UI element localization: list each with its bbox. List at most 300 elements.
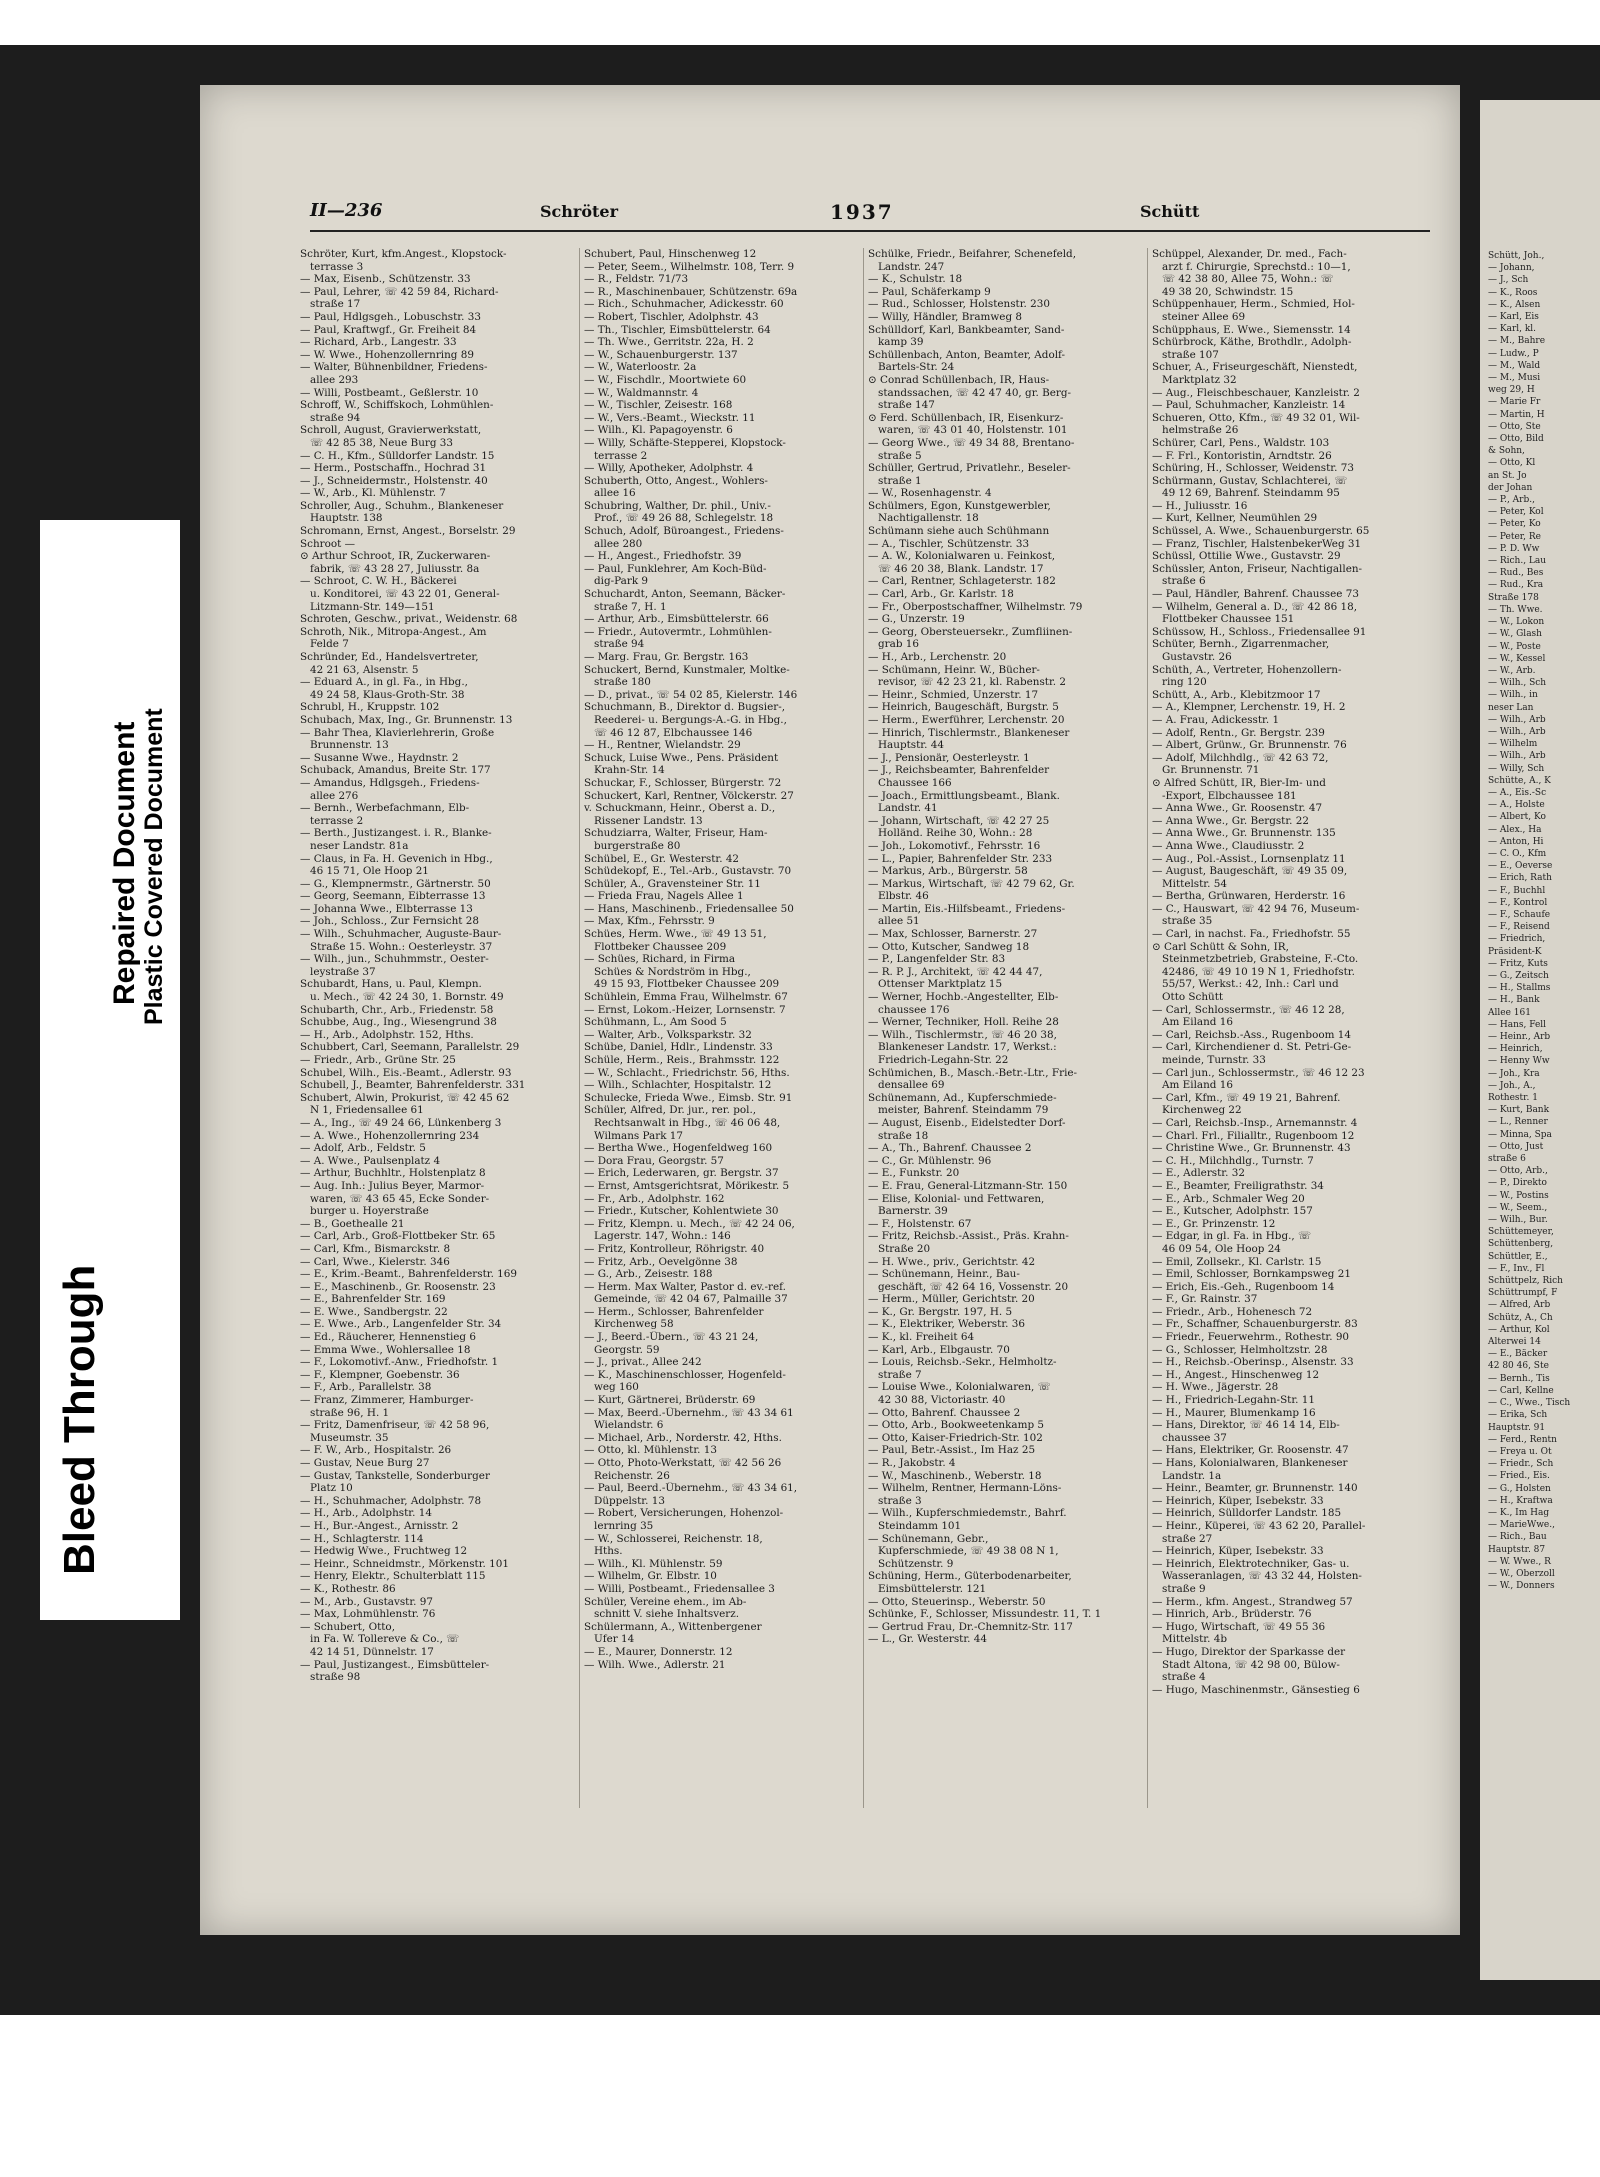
directory-entry: — F. Frl., Kontoristin, Arndtstr. 26 [1152, 449, 1332, 462]
directory-entry: — W., Schlosserei, Reichenstr. 18, [584, 1532, 763, 1545]
directory-entry: — J., Beerd.-Übern., ☏ 43 21 24, [584, 1331, 759, 1344]
directory-entry: — Robert, Tischler, Adolphstr. 43 [584, 310, 759, 323]
directory-entry: — Anna Wwe., Claudiusstr. 2 [1152, 839, 1305, 852]
directory-entry: straße 3 [878, 1494, 922, 1507]
directory-entry: terrasse 2 [310, 814, 364, 827]
directory-entry: — E. Frau, General-Litzmann-Str. 150 [868, 1179, 1068, 1192]
adjacent-page-line: — F., Kontrol [1488, 897, 1548, 908]
directory-entry: — Hinrich, Arb., Brüderstr. 76 [1152, 1608, 1312, 1621]
directory-entry: Chaussee 166 [878, 776, 952, 789]
adjacent-page-line: — Kurt, Bank [1488, 1105, 1550, 1116]
adjacent-page-line: — F., Inv., Fl [1488, 1263, 1545, 1274]
directory-entry: — F., Lokomotivf.-Anw., Friedhofstr. 1 [300, 1356, 499, 1369]
directory-entry: — G., Schlosser, Helmholtzstr. 28 [1152, 1343, 1328, 1356]
directory-entry: — Erich, Eis.-Geh., Rugenboom 14 [1152, 1280, 1335, 1293]
directory-entry: Schülmers, Egon, Kunstgewerbler, [868, 499, 1051, 512]
page-header [310, 200, 1430, 230]
directory-entry: Schüth, A., Vertreter, Hohenzollern- [1152, 663, 1342, 676]
directory-entry: Marktplatz 32 [1162, 373, 1237, 386]
directory-entry: — Ernst, Lokom.-Heizer, Lornsenstr. 7 [584, 1003, 786, 1016]
directory-entry: Schües & Nordström in Hbg., [594, 965, 751, 978]
directory-entry: ☏ 46 20 38, Blank. Landstr. 17 [878, 562, 1044, 575]
directory-entry: 42 14 51, Dünnelstr. 17 [310, 1645, 434, 1658]
directory-entry: — Werner, Techniker, Holl. Reihe 28 [868, 1016, 1059, 1029]
directory-entry: — Hans, Elektriker, Gr. Roosenstr. 47 [1152, 1444, 1349, 1457]
directory-entry: — Fritz, Kontrolleur, Röhrigstr. 40 [584, 1242, 765, 1255]
directory-entry: Brunnenstr. 13 [310, 739, 389, 752]
directory-entry: Schüller, Gertrud, Privatlehr., Beseler- [868, 462, 1071, 475]
directory-entry: Am Eiland 16 [1162, 1016, 1233, 1029]
directory-entry: Schromann, Ernst, Angest., Borselstr. 29 [300, 525, 516, 538]
directory-entry: — Carl, Arb., Gr. Karlstr. 18 [868, 588, 1014, 601]
directory-entry: — K., Elektriker, Weberstr. 36 [868, 1318, 1025, 1331]
adjacent-page-line: — W., Kessel [1488, 653, 1546, 664]
directory-entry: Schröter, Kurt, kfm.Angest., Klopstock- [300, 248, 507, 260]
adjacent-page-line: der Johan [1488, 482, 1533, 493]
adjacent-page-line: — Minna, Spa [1488, 1129, 1552, 1140]
adjacent-page-line: — F., Buchhl [1488, 885, 1546, 896]
directory-entry: Schuckert, Karl, Rentner, Völckerstr. 27 [584, 789, 794, 802]
directory-entry: Schümann siehe auch Schühmann [868, 525, 1050, 538]
column-2 [579, 248, 857, 1808]
directory-entry: — Hugo, Direktor der Sparkasse der [1152, 1645, 1346, 1658]
directory-entry: — W., Tischler, Zeisestr. 168 [584, 399, 733, 412]
directory-entry: — Otto, kl. Mühlenstr. 13 [584, 1444, 717, 1457]
directory-entry: Schüssl, Ottilie Wwe., Gustavstr. 29 [1152, 550, 1341, 563]
directory-entry: Schüpphaus, E. Wwe., Siemensstr. 14 [1152, 323, 1351, 336]
directory-entry: straße 35 [1162, 915, 1213, 928]
directory-entry: Am Eiland 16 [1162, 1079, 1233, 1092]
directory-entry: 49 38 20, Schwindstr. 15 [1162, 285, 1294, 298]
directory-entry: Kirchenweg 58 [594, 1318, 674, 1331]
adjacent-page-line: — F., Schaufe [1488, 909, 1551, 920]
directory-entry: — Schües, Richard, in Firma [584, 953, 736, 966]
directory-entry: Lagerstr. 147, Wohn.: 146 [594, 1230, 731, 1243]
directory-entry: — Peter, Seem., Wilhelmstr. 108, Terr. 9 [584, 260, 795, 273]
directory-entry: Rissener Landstr. 13 [594, 814, 703, 827]
directory-entry: Schubardt, Hans, u. Paul, Klempn. [300, 978, 482, 991]
directory-entry: — Max, Schlosser, Barnerstr. 27 [868, 928, 1038, 941]
directory-entry: — Otto, Arb., Bookweetenkamp 5 [868, 1419, 1045, 1432]
directory-entry: Schüdekopf, E., Tel.-Arb., Gustavstr. 70 [584, 865, 792, 878]
adjacent-page-line: Schüttpelz, Rich [1488, 1276, 1563, 1287]
adjacent-page-line: — Erich, Rath [1488, 873, 1552, 884]
adjacent-page-line: Allee 161 [1488, 1007, 1531, 1018]
directory-entry: — Kurt, Gärtnerei, Brüderstr. 69 [584, 1394, 756, 1407]
directory-entry: Schürer, Carl, Pens., Waldstr. 103 [1152, 436, 1330, 449]
directory-entry: Schües, Herm. Wwe., ☏ 49 13 51, [584, 928, 767, 941]
directory-entry: 42486, ☏ 49 10 19 N 1, Friedhofstr. [1162, 965, 1355, 978]
directory-entry: — J., Schneidermstr., Holstenstr. 40 [300, 474, 488, 487]
adjacent-page-line: — W., Poste [1488, 641, 1541, 652]
directory-entry: — Franz, Tischler, HalstenbekerWeg 31 [1152, 537, 1362, 550]
directory-entry: geschäft, ☏ 42 64 16, Vossenstr. 20 [878, 1280, 1069, 1293]
directory-entry: — Markus, Wirtschaft, ☏ 42 79 62, Gr. [868, 877, 1075, 890]
directory-entry: leystraße 37 [310, 965, 376, 978]
directory-entry: — E., Maurer, Donnerstr. 12 [584, 1645, 733, 1658]
directory-entry: — Edgar, in gl. Fa. in Hbg., ☏ [1152, 1230, 1311, 1243]
directory-entry: Flottbeker Chaussee 151 [1162, 613, 1295, 626]
directory-entry: Gustavstr. 26 [1162, 651, 1232, 663]
directory-entry: Gr. Brunnenstr. 71 [1162, 764, 1260, 777]
adjacent-page-line: Rothestr. 1 [1488, 1093, 1538, 1104]
adjacent-page-line: — Karl, kl. [1488, 324, 1537, 335]
directory-entry: — Franz, Zimmerer, Hamburger- [300, 1394, 474, 1407]
adjacent-page-line: — F., Reisend [1488, 922, 1550, 933]
adjacent-page-line: — Henny Ww [1488, 1056, 1550, 1067]
directory-entry: Schüppel, Alexander, Dr. med., Fach- [1152, 248, 1347, 260]
adjacent-page-line: — Bernh., Tis [1488, 1373, 1550, 1384]
directory-entry: — Berth., Justizangest. i. R., Blanke- [300, 827, 492, 840]
directory-entry: — Hugo, Wirtschaft, ☏ 49 55 36 [1152, 1620, 1326, 1633]
directory-entry: — Henry, Elektr., Schulterblatt 115 [300, 1570, 486, 1583]
directory-entry: — Albert, Grünw., Gr. Brunnenstr. 76 [1152, 739, 1347, 752]
directory-entry: Schüssow, H., Schloss., Friedensallee 91 [1152, 625, 1367, 638]
adjacent-page-line: Schüttrumpf, F [1488, 1288, 1558, 1299]
directory-entry: — Friedr., Kutscher, Kohlentwiete 30 [584, 1205, 779, 1218]
adjacent-page-line: — Johann, [1488, 263, 1535, 274]
directory-entry: ring 120 [1162, 676, 1207, 689]
adjacent-page-line: — G., Zeitsch [1488, 970, 1549, 981]
directory-entry: — Schubert, Otto, [300, 1620, 395, 1633]
directory-entry: Schudziarra, Walter, Friseur, Ham- [584, 827, 768, 840]
directory-entry: Museumstr. 35 [310, 1431, 389, 1444]
directory-entry: — K., Maschinenschlosser, Hogenfeld- [584, 1368, 786, 1381]
directory-entry: — Wilh. Wwe., Adlerstr. 21 [584, 1658, 726, 1671]
directory-entry: 49 12 69, Bahrenf. Steindamm 95 [1162, 487, 1340, 500]
directory-entry: — F., Holstenstr. 67 [868, 1217, 972, 1230]
directory-entry: Schülermann, A., Wittenbergener [584, 1620, 762, 1633]
adjacent-page-line: — P. D. Ww [1488, 543, 1540, 554]
adjacent-page-line: — Martin, H [1488, 409, 1545, 420]
directory-entry: straße 94 [594, 638, 645, 651]
directory-entry: — Ernst, Amtsgerichtsrat, Mörikestr. 5 [584, 1179, 790, 1192]
adjacent-page-line: — G., Holsten [1488, 1483, 1551, 1494]
directory-entry: Schüler, Alfred, Dr. jur., rer. pol., [584, 1104, 757, 1117]
adjacent-page-line: — H., Stallms [1488, 983, 1551, 994]
directory-entry: — B., Goethealle 21 [300, 1217, 405, 1230]
adjacent-page-line: — Heinr., Arb [1488, 1032, 1551, 1042]
directory-entry: — Hans, Kolonialwaren, Blankeneser [1152, 1457, 1348, 1469]
directory-entry: — E., Beamter, Freiligrathstr. 34 [1152, 1179, 1324, 1192]
directory-entry: Kupferschmiede, ☏ 49 38 08 N 1, [878, 1545, 1059, 1558]
directory-entry: lernring 35 [594, 1519, 654, 1532]
directory-entry: — Karl, Arb., Elbgaustr. 70 [868, 1343, 1010, 1356]
directory-entry: — Carl jun., Schlossermstr., ☏ 46 12 23 [1152, 1066, 1365, 1079]
directory-entry: Schueren, Otto, Kfm., ☏ 49 32 01, Wil- [1152, 411, 1360, 424]
directory-entry: — W. Wwe., Hohenzollernring 89 [300, 348, 474, 361]
directory-entry: Düppelstr. 13 [594, 1494, 665, 1507]
directory-entry: — Adolf, Milchhdlg., ☏ 42 63 72, [1152, 751, 1329, 764]
adjacent-page-line: Alterwei 14 [1488, 1337, 1541, 1348]
directory-entry: Wielandstr. 6 [594, 1419, 664, 1432]
directory-entry: u. Mech., ☏ 42 24 30, 1. Bornstr. 49 [310, 991, 504, 1004]
directory-entry: — Fr., Oberpostschaffner, Wilhelmstr. 79 [868, 600, 1083, 613]
directory-entry: Schubert, Alwin, Prokurist, ☏ 42 45 62 [300, 1091, 510, 1104]
adjacent-page-line: — Peter, Kol [1488, 507, 1544, 518]
directory-entry: — Fritz, Damenfriseur, ☏ 42 58 96, [300, 1419, 490, 1432]
directory-entry: — E., Maschinenb., Gr. Roosenstr. 23 [300, 1280, 496, 1293]
adjacent-page-line: — Karl, Eis [1488, 312, 1539, 323]
adjacent-page-line: — E., Oeverse [1488, 861, 1553, 872]
directory-entry: — Richard, Arb., Langestr. 33 [300, 336, 457, 349]
adjacent-page-line: an St. Jo [1488, 470, 1527, 481]
directory-entry: — Heinr., Küperei, ☏ 43 62 20, Parallel- [1152, 1519, 1366, 1532]
directory-entry: — Otto, Kaiser-Friedrich-Str. 102 [868, 1431, 1043, 1444]
adjacent-page-line: — Wilh., Sch [1488, 678, 1547, 689]
adjacent-page-line: — Rich., Bau [1488, 1532, 1547, 1543]
directory-entry: Reederei- u. Bergungs-A.-G. in Hbg., [594, 713, 787, 726]
adjacent-page-line: — Wilh., Bur. [1488, 1215, 1548, 1226]
adjacent-page-line: — Heinrich, [1488, 1044, 1543, 1055]
adjacent-page-line: — Ludw., P [1488, 348, 1539, 359]
directory-entry: — Schünemann, Heinr., Bau- [868, 1268, 1020, 1281]
directory-entry: — Aug. Inh.: Julius Beyer, Marmor- [300, 1179, 485, 1192]
directory-entry: — M., Arb., Gustavstr. 97 [300, 1595, 433, 1608]
directory-entry: — Charl. Frl., Filialltr., Rugenboom 12 [1152, 1129, 1355, 1142]
directory-entry: chaussee 176 [878, 1003, 950, 1016]
directory-entry: straße 5 [878, 449, 922, 462]
directory-entry: — H., Angest., Friedhofstr. 39 [584, 550, 742, 563]
directory-entry: burger u. Hoyerstraße [310, 1205, 429, 1218]
directory-entry: straße 6 [1162, 575, 1206, 588]
directory-entry: — Adolf, Rentn., Gr. Bergstr. 239 [1152, 726, 1325, 739]
directory-entry: Eimsbüttelerstr. 121 [878, 1582, 987, 1595]
directory-entry: Mittelstr. 4b [1162, 1633, 1227, 1646]
directory-entry: — Paul, Kraftwgf., Gr. Freiheit 84 [300, 323, 477, 336]
directory-entry: Schuchardt, Anton, Seemann, Bäcker- [584, 588, 786, 601]
directory-entry: burgerstraße 80 [594, 839, 681, 852]
directory-entry: — Eduard A., in gl. Fa., in Hbg., [300, 676, 468, 689]
adjacent-page-line: — Erika, Sch [1488, 1410, 1548, 1421]
directory-entry: — Wilh., Kupferschmiedemstr., Bahrf. [868, 1507, 1067, 1520]
directory-entry: — Carl, Rentner, Schlageterstr. 182 [868, 575, 1056, 588]
directory-entry: Schroth, Nik., Mitropa-Angest., Am [300, 625, 487, 638]
adjacent-page-line: Schütte, A., K [1488, 775, 1551, 786]
directory-entry: — R., Maschinenbauer, Schützenstr. 69a [584, 285, 798, 298]
directory-entry: Blankeneser Landstr. 17, Werkst.: [878, 1041, 1057, 1054]
adjacent-page [1480, 100, 1600, 1980]
directory-entry: — H., Friedrich-Legahn-Str. 11 [1152, 1394, 1316, 1407]
directory-entry: Schüssel, A. Wwe., Schauenburgerstr. 65 [1152, 525, 1370, 538]
directory-entry: Schuback, Amandus, Breite Str. 177 [300, 764, 491, 777]
directory-entry: Schuer, A., Friseurgeschäft, Nienstedt, [1152, 361, 1358, 374]
adjacent-page-line: — Fried., Eis. [1488, 1471, 1550, 1482]
adjacent-page-line: — M., Wald [1488, 360, 1541, 371]
directory-entry: Schüning, Herm., Güterbodenarbeiter, [868, 1570, 1072, 1583]
directory-entry: — Max, Beerd.-Übernehm., ☏ 43 34 61 [584, 1406, 794, 1419]
directory-entry: Prof., ☏ 49 26 88, Schlegelstr. 18 [594, 512, 774, 525]
column-3 [863, 248, 1141, 1808]
directory-entry: Schulecke, Frieda Wwe., Eimsb. Str. 91 [584, 1091, 793, 1104]
adjacent-page-line: — H., Bank [1488, 995, 1540, 1006]
adjacent-page-line: — K., Alsen [1488, 299, 1541, 310]
directory-entry: — Otto, Photo-Werkstatt, ☏ 42 56 26 [584, 1457, 782, 1469]
adjacent-page-line: straße 6 [1488, 1154, 1526, 1165]
directory-entry: — Paul, Beerd.-Übernehm., ☏ 43 34 61, [584, 1482, 798, 1495]
directory-entry: — H., Bur.-Angest., Arnisstr. 2 [300, 1519, 459, 1532]
directory-entry: chaussee 37 [1162, 1431, 1227, 1444]
adjacent-page-line: — Rud., Bes [1488, 568, 1544, 579]
directory-entry: — Wilhelm, General a. D., ☏ 42 86 18, [1152, 600, 1358, 613]
adjacent-page-line: — L., Renner [1488, 1117, 1548, 1128]
adjacent-page-line: — J., Sch [1488, 275, 1529, 286]
directory-entry: — F., Arb., Parallelstr. 38 [300, 1381, 432, 1394]
directory-entry: Schuckert, Bernd, Kunstmaler, Moltke- [584, 663, 790, 676]
directory-entry: — H., Maurer, Blumenkamp 16 [1152, 1406, 1316, 1419]
directory-entry: Schümichen, B., Masch.-Betr.-Ltr., Frie- [868, 1066, 1078, 1079]
directory-entry: Felde 7 [310, 638, 349, 651]
directory-entry: — Fritz, Reichsb.-Assist., Präs. Krahn- [868, 1230, 1069, 1243]
directory-entry: Mittelstr. 54 [1162, 877, 1227, 890]
directory-entry: 49 15 93, Flottbeker Chaussee 209 [594, 978, 780, 991]
directory-entry: — R., Feldstr. 71/73 [584, 273, 689, 286]
header-rule [310, 230, 1430, 232]
directory-entry: — G., Klempnermstr., Gärtnerstr. 50 [300, 877, 491, 890]
directory-entry: Landstr. 247 [878, 260, 945, 273]
directory-entry: in Fa. W. Tollereve & Co., ☏ [310, 1633, 460, 1646]
directory-entry: — Carl, Kirchendiener d. St. Petri-Ge- [1152, 1041, 1352, 1054]
directory-entry: allee 280 [594, 537, 643, 550]
directory-entry: — Joach., Ermittlungsbeamt., Blank. [868, 789, 1060, 802]
directory-entry: neser Landstr. 81a [310, 839, 409, 852]
directory-entry: ⊙ Conrad Schüllenbach, IR, Haus- [868, 373, 1050, 386]
adjacent-page-line: — P., Direkto [1488, 1178, 1547, 1189]
directory-entry: — R., Jakobstr. 4 [868, 1457, 956, 1469]
directory-entry: Schroten, Geschw., privat., Weidenstr. 68 [300, 613, 518, 626]
directory-entry: 55/57, Werkst.: 42, Inh.: Carl und [1162, 978, 1339, 991]
directory-entry: 42 30 88, Victoriastr. 40 [878, 1394, 1006, 1407]
directory-entry: — Arthur, Arb., Eimsbüttelerstr. 66 [584, 613, 769, 626]
directory-entry: — Anna Wwe., Gr. Roosenstr. 47 [1152, 802, 1323, 815]
adjacent-page-line: — Willy, Sch [1488, 763, 1545, 774]
directory-entry: Gemeinde, ☏ 42 04 67, Palmaille 37 [594, 1293, 788, 1306]
directory-entry: — Fritz, Klempn. u. Mech., ☏ 42 24 06, [584, 1217, 795, 1230]
directory-entry: — Max, Kfm., Fehrsstr. 9 [584, 915, 715, 928]
directory-entry: — E., Bahrenfelder Str. 169 [300, 1293, 446, 1306]
directory-entry: — Wilh., jun., Schuhmmstr., Oester- [300, 953, 489, 966]
directory-entry: — W., Schauenburgerstr. 137 [584, 348, 738, 361]
adjacent-page-line: — Otto, Arb., [1488, 1166, 1548, 1177]
directory-entry: helmstraße 26 [1162, 424, 1239, 437]
directory-entry: — H. Wwe., priv., Gerichtstr. 42 [868, 1255, 1036, 1268]
directory-entry: — Schroot, C. W. H., Bäckerei [300, 575, 457, 588]
directory-entry: dig-Park 9 [594, 575, 649, 588]
adjacent-page-line: — MarieWwe., [1488, 1520, 1555, 1531]
directory-entry: — H., Arb., Adolphstr. 152, Hths. [300, 1028, 474, 1041]
directory-entry: Schüle, Herm., Reis., Brahmsstr. 122 [584, 1054, 780, 1066]
adjacent-page-line: — Freya u. Ot [1488, 1446, 1552, 1457]
directory-entry: — Herm., Postschaffn., Hochrad 31 [300, 462, 487, 475]
adjacent-page-line: — Ferd., Rentn [1488, 1434, 1557, 1445]
directory-entry: revisor, ☏ 42 23 21, kl. Rabenstr. 2 [878, 676, 1067, 689]
column-4 [1147, 248, 1425, 1808]
directory-entry: weg 160 [594, 1381, 639, 1394]
directory-entry: — Claus, in Fa. H. Gevenich in Hbg., [300, 852, 493, 865]
directory-entry: — Carl, Kfm., ☏ 49 19 21, Bahrenf. [1152, 1091, 1341, 1104]
directory-entry: v. Schuckmann, Heinr., Oberst a. D., [584, 802, 776, 815]
directory-entry: — E., Funkstr. 20 [868, 1167, 960, 1180]
directory-entry: — Fr., Schaffner, Schauenburgerstr. 83 [1152, 1318, 1358, 1331]
directory-entry: — Friedr., Arb., Grüne Str. 25 [300, 1054, 456, 1066]
directory-entry: — Herm., Müller, Gerichtstr. 20 [868, 1293, 1035, 1306]
adjacent-page-line: — Otto, Ste [1488, 421, 1541, 432]
directory-entry: Krahn-Str. 14 [594, 764, 665, 777]
directory-entry: — Robert, Versicherungen, Hohenzol- [584, 1507, 784, 1520]
directory-entry: straße 4 [1162, 1671, 1206, 1684]
directory-entry: — H., Reichsb.-Oberinsp., Alsenstr. 33 [1152, 1356, 1354, 1369]
column-1 [300, 248, 573, 1808]
adjacent-page-line: — Wilhelm [1488, 739, 1538, 750]
adjacent-page-line: — Joh., A., [1488, 1080, 1536, 1091]
directory-entry: steiner Allee 69 [1162, 310, 1246, 323]
directory-entry: Friedrich-Legahn-Str. 22 [878, 1054, 1009, 1066]
directory-entry: — A. Frau, Adickesstr. 1 [1152, 713, 1280, 726]
directory-entry: — H., Juliusstr. 16 [1152, 499, 1248, 512]
directory-entry: — R. P. J., Architekt, ☏ 42 44 47, [868, 965, 1043, 978]
directory-entry: — Johann, Wirtschaft, ☏ 42 27 25 [868, 814, 1050, 827]
directory-entry: Schuberth, Otto, Angest., Wohlers- [584, 474, 768, 487]
directory-entry: -Export, Elbchaussee 181 [1162, 789, 1297, 802]
directory-entry: — E., Kutscher, Adolphstr. 157 [1152, 1205, 1313, 1218]
directory-entry: Schrubl, H., Kruppstr. 102 [300, 701, 440, 714]
directory-entry: — Bertha, Grünwaren, Herderstr. 16 [1152, 890, 1346, 903]
directory-entry: — E. Wwe., Arb., Langenfelder Str. 34 [300, 1318, 502, 1331]
adjacent-page-line: — Alex., Ha [1488, 824, 1542, 835]
directory-entry: Stadt Altona, ☏ 42 98 00, Bülow- [1162, 1658, 1340, 1671]
directory-entry: Schülldorf, Karl, Bankbeamter, Sand- [868, 323, 1065, 336]
directory-entry: Schubbert, Carl, Seemann, Parallelstr. 29 [300, 1041, 520, 1054]
adjacent-page-line: — Wilh., Arb [1488, 726, 1546, 737]
directory-entry: — Carl, Reichsb.-Insp., Arnemannstr. 4 [1152, 1116, 1358, 1129]
directory-entry: Schübel, E., Gr. Westerstr. 42 [584, 852, 740, 865]
adjacent-page-line: — W., Seem., [1488, 1202, 1548, 1213]
adjacent-page-line: & Sohn, [1488, 446, 1525, 457]
directory-entry: — Hans, Maschinenb., Friedensallee 50 [584, 902, 794, 915]
directory-entry: Schründer, Ed., Handelsvertreter, [300, 651, 479, 663]
adjacent-page-line: — Arthur, Kol [1488, 1324, 1550, 1335]
directory-entry: waren, ☏ 43 65 45, Ecke Sonder- [310, 1192, 490, 1205]
adjacent-page-line: — M., Musi [1488, 373, 1541, 384]
directory-entry: kamp 39 [878, 336, 924, 349]
directory-entry: — Heinr., Schmied, Unzerstr. 17 [868, 688, 1039, 701]
directory-entry: Schroller, Aug., Schuhm., Blankeneser [300, 499, 504, 512]
directory-entry: — Martin, Eis.-Hilfsbeamt., Friedens- [868, 902, 1066, 915]
directory-entry: terrasse 2 [594, 449, 648, 462]
directory-entry: Schüler, Vereine ehem., im Ab- [584, 1595, 747, 1608]
directory-entry: — A. W., Kolonialwaren u. Feinkost, [868, 550, 1056, 563]
adjacent-page-line: — P., Arb., [1488, 495, 1535, 506]
directory-entry: — Wilh., Schuhmacher, Auguste-Baur- [300, 928, 502, 941]
directory-entry: — Herm. Max Walter, Pastor d. ev.-ref. [584, 1280, 786, 1293]
directory-entry: — Heinrich, Elektrotechniker, Gas- u. [1152, 1557, 1350, 1570]
directory-entry: — W., Vers.-Beamt., Wieckstr. 11 [584, 411, 756, 424]
directory-entry: — Paul, Funklehrer, Am Koch-Büd- [584, 562, 767, 575]
directory-entry: Schuckar, F., Schlosser, Bürgerstr. 72 [584, 776, 782, 789]
directory-entry: Schürmann, Gustav, Schlachterei, ☏ [1152, 474, 1348, 487]
directory-entry: — Rud., Schlosser, Holstenstr. 230 [868, 298, 1050, 311]
directory-entry: — Paul, Hdlgsgeh., Lobuschstr. 33 [300, 310, 481, 323]
directory-entry: Schülke, Friedr., Beifahrer, Schenefeld, [868, 248, 1077, 260]
adjacent-page-line: — W., Postins [1488, 1190, 1549, 1201]
adjacent-page-line: — Albert, Ko [1488, 812, 1546, 823]
directory-entry: 49 24 58, Klaus-Groth-Str. 38 [310, 688, 465, 701]
directory-entry: Schubach, Max, Ing., Gr. Brunnenstr. 13 [300, 713, 513, 726]
directory-entry: Schüppenhauer, Herm., Schmied, Hol- [1152, 298, 1355, 311]
directory-entry: Nachtigallenstr. 18 [878, 512, 979, 525]
adjacent-page-line: — Carl, Kellne [1488, 1385, 1554, 1396]
directory-entry: — W., Maschinenb., Weberstr. 18 [868, 1469, 1042, 1482]
